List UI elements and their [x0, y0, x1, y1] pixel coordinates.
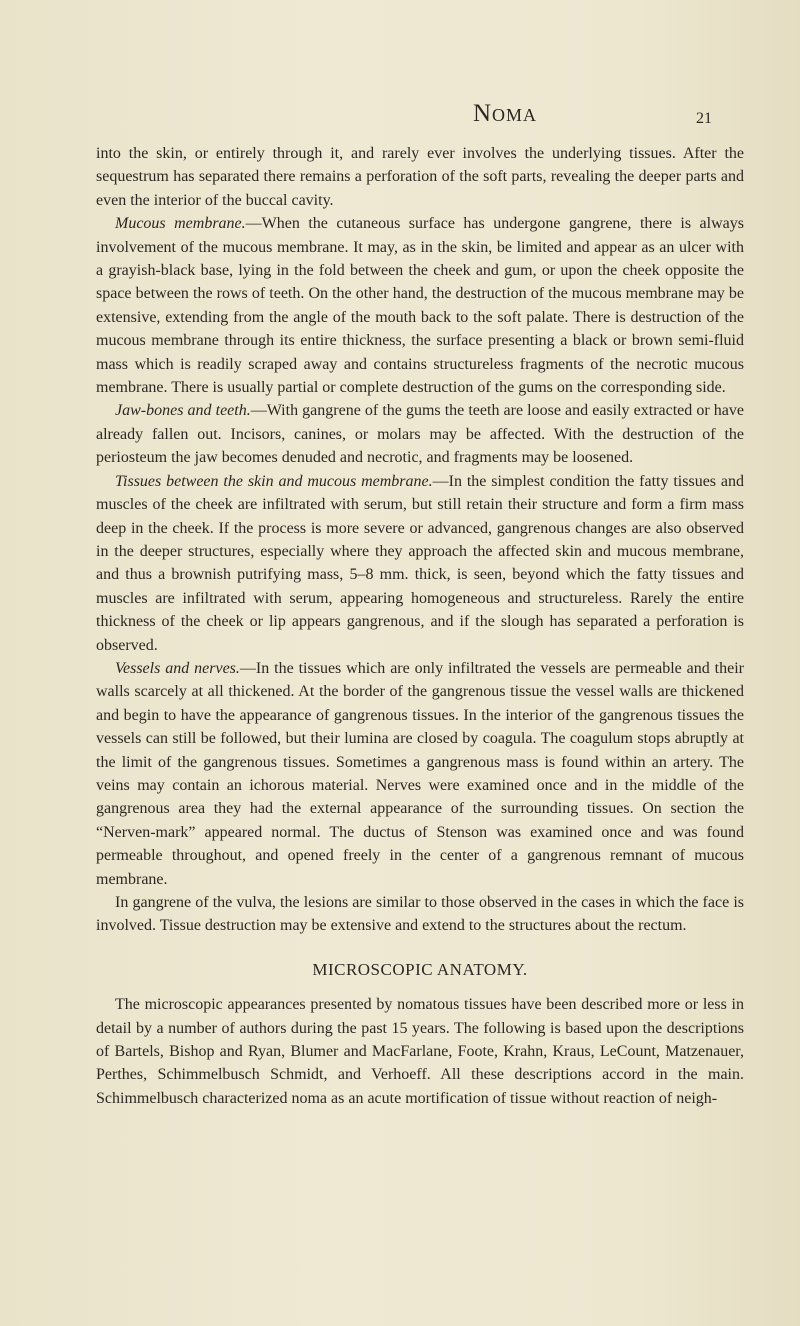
body-text — [96, 142, 744, 1110]
paragraph-text: into the skin, or entirely through it, and rarely ever involves the underlying tissues. After the sequestrum has separated there remains a perforation of the soft parts, revealing the deeper parts and even the interior of the buccal cavity. — [96, 145, 744, 209]
paragraph-lead: Jaw-bones and teeth. — [115, 402, 251, 420]
paragraph-lead: Vessels and nerves. — [115, 659, 240, 677]
running-title: Noma — [472, 100, 538, 127]
paragraph-intro — [96, 142, 744, 212]
paragraph-lead: Tissues between the skin and mucous membrane. — [115, 472, 433, 490]
paragraph-tissues — [96, 470, 744, 657]
paragraph-text: —In the tissues which are only infiltrated the vessels are permeable and their walls scarcely at all thickened. At the border of the gangrenous tissue the vessel walls are thickened and begin to have the appearance of gangrenous tissues. In the interior of the gangrenous tissues the vessels can still be followed, but their lumina are closed by coagula. The coagulum stops abruptly at the limit of the gangrenous tissues. Sometimes a gangrenous mass is found within an artery. The veins may contain an ichorous material. Nerves were examined once and in the middle of the gangrenous area they had the external appearance of the surrounding tissues. On section the “Nerven-mark” appeared normal. The ductus of Stenson was examined once and was found permeable throughout, and opened freely in the center of a gangrenous remnant of mucous membrane. — [96, 659, 744, 888]
paragraph-vessels-nerves — [96, 657, 744, 891]
paragraph-text: The microscopic appearances presented by nomatous tissues have been described more or less in detail by a number of authors during the past 15 years. The following is based upon the descriptions of Bartels, Bishop and Ryan, Blumer and MacFarlane, Foote, Krahn, Kraus, LeCount, Matzenauer, Perthes, Schimmelbusch Schmidt, and Verhoeff. All these descriptions accord in the main. Schimmelbusch characterized noma as an acute mortification of tissue without reaction of neigh- — [96, 996, 744, 1107]
paragraph-text: —When the cutaneous surface has undergone gangrene, there is always involvement of the mucous membrane. It may, as in the skin, be limited and appear as an ulcer with a grayish-black base, lying in the fold between the cheek and gum, or upon the cheek opposite the space between the rows of teeth. On the other hand, the destruction of the mucous membrane may be extensive, extending from the angle of the mouth back to the soft palate. There is destruction of the mucous membrane through its entire thickness, the surface presenting a black or brown semi-fluid mass which is readily scraped away and contains structureless fragments of the necrotic mucous membrane. There is usually partial or complete destruction of the gums on the corresponding side. — [96, 215, 744, 397]
paragraph-text: —In the simplest condition the fatty tissues and muscles of the cheek are infiltrated with serum, but still retain their structure and form a firm mass deep in the cheek. If the process is more severe or advanced, gangrenous changes are also observed in the deeper structures, especially where they approach the affected skin and mucous membrane, and thus a brownish putrifying mass, 5–8 mm. thick, is seen, beyond which the fatty tissues and muscles are infiltrated with serum, appearing homogeneous and structureless. Rarely the entire thickness of the cheek or lip appears gangrenous, and if the slough has separated a perforation is observed. — [96, 472, 744, 654]
page-header — [0, 100, 800, 130]
paragraph-text: —With gangrene of the gums the teeth are loose and easily extracted or have already fallen out. Incisors, canines, or molars may be affected. With the destruction of the periosteum the jaw becomes denuded and necrotic, and fragments may be loosened. — [96, 402, 744, 467]
paragraph-mucous-membrane — [96, 212, 744, 399]
paragraph-vulva — [96, 891, 744, 938]
paragraph-jaw-bones — [96, 399, 744, 469]
paragraph-microscopic — [96, 993, 744, 1110]
section-heading: MICROSCOPIC ANATOMY. — [312, 959, 528, 979]
paragraph-text: In gangrene of the vulva, the lesions are similar to those observed in the cases in which the face is involved. Tissue destruction may be extensive and extend to the structures about the rectum. — [96, 894, 744, 935]
paragraph-lead: Mucous membrane. — [115, 215, 246, 233]
page-number: 21 — [696, 110, 712, 127]
